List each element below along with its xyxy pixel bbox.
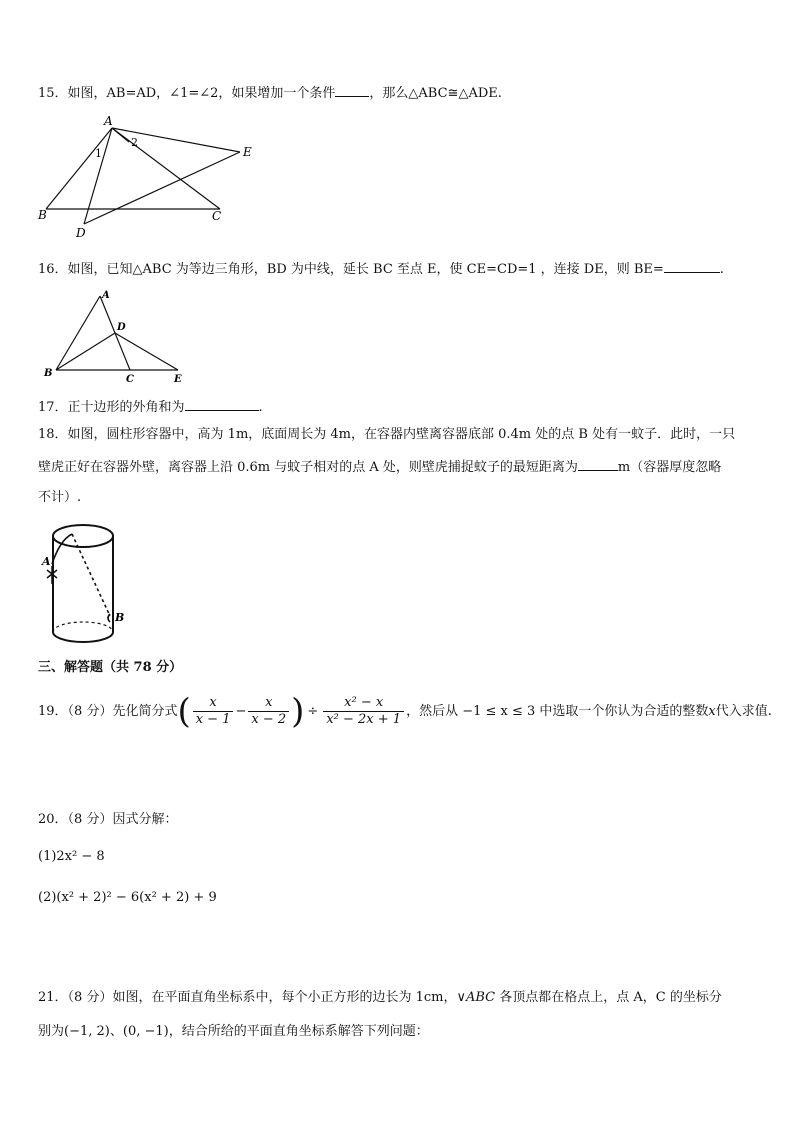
q16-text-a: 16．如图，已知△ABC 为等边三角形，BD 为中线，延长 BC 至点 E，使 CE=CD=1 ，连接 DE，则 BE= <box>38 262 664 277</box>
q15-answer-blank[interactable] <box>335 82 369 97</box>
q18-cylinder-figure <box>38 520 138 652</box>
q17-text-a: 17．正十边形的外角和为 <box>38 400 185 415</box>
q19-prefix: 19．（8 分）先化简分式 <box>38 704 178 719</box>
q21-line1-a: 21．（8 分）如图，在平面直角坐标系中，每个小正方形的边长为 1cm， <box>38 990 457 1005</box>
fraction-3 <box>323 695 404 728</box>
q15-label-d: D <box>76 226 86 240</box>
q21-sep: 、 <box>109 1024 123 1039</box>
q15-label-angle1: 1 <box>95 147 102 160</box>
q16-label-e: E <box>174 374 182 385</box>
q21-line2 <box>38 1022 429 1042</box>
q15-label-b: B <box>38 208 47 222</box>
q21-line1-b: 各顶点都在格点上，点 A，C 的坐标分 <box>495 990 722 1005</box>
q19-minus: − <box>235 704 247 719</box>
q19-suffix-b: 代入求值. <box>715 704 772 719</box>
q15-label-c: C <box>212 209 222 223</box>
q19-text <box>38 691 772 732</box>
q18-label-a: A <box>42 555 51 568</box>
q21-line2-a: 别为 <box>38 1024 65 1039</box>
q18-line2 <box>38 456 721 478</box>
q18-label-b: B <box>115 611 125 624</box>
q16-label-d: D <box>117 322 126 333</box>
q19-suffix-a: ，然后从 −1 ≤ x ≤ 3 中选取一个你认为合适的整数 <box>406 704 709 719</box>
fraction-3-den: x² − 2x + 1 <box>326 712 402 727</box>
q20-part2: (2)(x² + 2)² − 6(x² + 2) + 9 <box>38 890 217 905</box>
q18-line2-a: 壁虎正好在容器外壁，离容器上沿 0.6m 与蚊子相对的点 A 处，则壁虎捕捉蚊子的最短距离为 <box>38 460 578 475</box>
q21-line2-b: ，结合所给的平面直角坐标系解答下列问题： <box>168 1024 429 1039</box>
q20-part1: (1)2x² − 8 <box>38 849 105 864</box>
q16-figure <box>40 288 200 388</box>
section-title: 三、解答题（共 78 分） <box>38 660 183 675</box>
q16-label-c: C <box>126 374 134 385</box>
fraction-2-num: x <box>248 695 289 712</box>
q19-var: x <box>708 704 716 719</box>
q16-label-b: B <box>44 368 53 379</box>
q16-answer-blank[interactable] <box>664 258 720 273</box>
q17-text-b: . <box>258 400 263 415</box>
fraction-1 <box>193 695 234 728</box>
q17-text <box>38 396 263 418</box>
fraction-3-num: x² − x <box>323 695 404 712</box>
q15-text <box>38 82 502 104</box>
q15-label-e: E <box>243 145 252 159</box>
fraction-1-num: x <box>193 695 234 712</box>
fraction-1-den: x − 1 <box>195 712 231 727</box>
q19-divide: ÷ <box>307 704 319 719</box>
left-paren: ( <box>177 691 191 732</box>
q18-line3: 不计）. <box>38 490 82 505</box>
q20-title: 20．（8 分）因式分解： <box>38 812 178 827</box>
q16-text <box>38 258 724 280</box>
q18-line2-b: m（容器厚度忽略 <box>617 460 722 475</box>
q15-label-angle2: 2 <box>131 136 138 149</box>
fraction-2 <box>248 695 289 728</box>
q21-line1 <box>38 988 722 1008</box>
q15-text-a: 15．如图，AB=AD，∠1=∠2，如果增加一个条件 <box>38 86 336 101</box>
q18-line1: 18．如图，圆柱形容器中，高为 1m，底面周长为 4m，在容器内壁离容器底部 0.4m 处的点 B 处有一蚊子．此时，一只 <box>38 427 736 442</box>
q21-triangle: ∨ABC <box>456 990 496 1005</box>
q21-coord-c: (0, −1) <box>122 1024 169 1039</box>
q15-label-a: A <box>104 114 113 128</box>
q16-text-b: . <box>719 262 724 277</box>
q16-label-a: A <box>102 290 110 301</box>
q18-answer-blank[interactable] <box>578 456 618 471</box>
q17-answer-blank[interactable] <box>185 396 259 411</box>
right-paren: ) <box>291 691 305 732</box>
q21-coord-a: (−1, 2) <box>64 1024 110 1039</box>
fraction-2-den: x − 2 <box>251 712 287 727</box>
q15-figure <box>36 112 266 244</box>
q15-text-b: ，那么△ABC≅△ADE. <box>369 86 502 101</box>
